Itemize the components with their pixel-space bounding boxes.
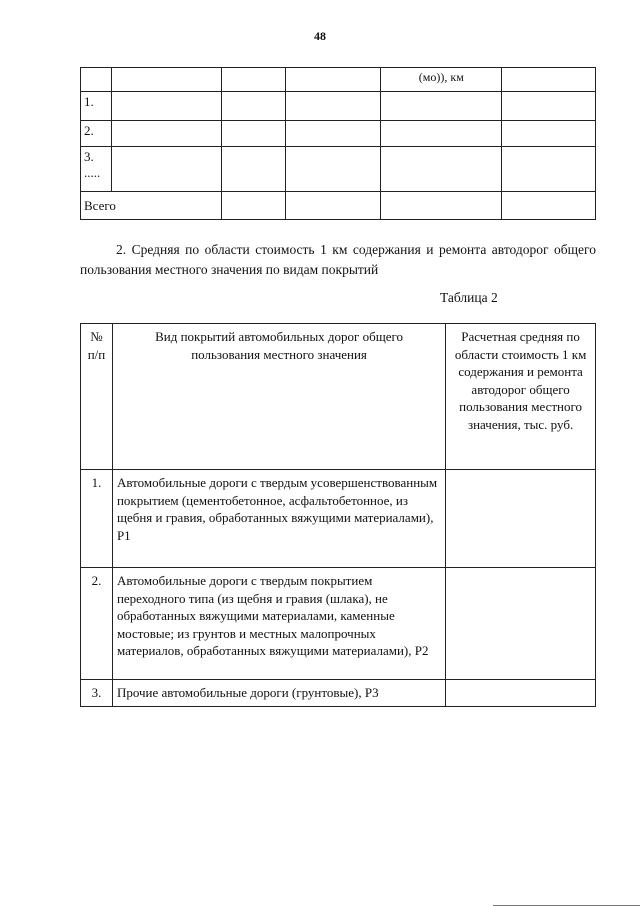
table-2 [80,323,596,707]
table-row [81,147,596,192]
row-number: 1. [81,470,113,568]
row-number: 2. [81,568,113,680]
page-number: 48 [314,29,326,43]
unit-header: (мо)), км [381,68,502,92]
row-number: 2. [81,121,112,147]
table-row [81,680,596,707]
row-number: 3. [81,680,113,707]
table-row [81,470,596,568]
table-caption: Таблица 2 [440,290,498,305]
table-header-row [81,324,596,470]
row-type: Автомобильные дороги с твердым усовершенствованным покрытием (цементобетонное, асфальтобетонное, из щебня и гравия, обработанных вяжущими материалами), Р1 [112,470,445,568]
row-cost [446,568,596,680]
total-label: Всего [81,192,222,220]
table-row [81,92,596,121]
table-row [81,68,596,92]
header-cost: Расчетная средняя по области стоимость 1 км содержания и ремонта автодорог общего пользования местного значения, тыс. руб. [446,324,596,470]
table-1-continuation [80,67,596,220]
row-cost [446,680,596,707]
row-type: Автомобильные дороги с твердым покрытием переходного типа (из щебня и гравия (шлака), не обработанных вяжущими материалами, каменные мостовые; из грунтов и местных малопрочных материалов, обработанных вяжущими материалами), Р2 [112,568,445,680]
row-number: 1. [81,92,112,121]
section-paragraph: 2. Средняя по области стоимость 1 км содержания и ремонта автодорог общего пользования местного значения по видам покрытий [80,242,596,277]
table-row [81,121,596,147]
row-type: Прочие автомобильные дороги (грунтовые), Р3 [112,680,445,707]
header-number: № п/п [81,324,113,470]
row-number: 3. ..... [81,147,112,192]
header-type: Вид покрытий автомобильных дорог общего пользования местного значения [112,324,445,470]
row-cost [446,470,596,568]
table-row [81,568,596,680]
table-row-total [81,192,596,220]
